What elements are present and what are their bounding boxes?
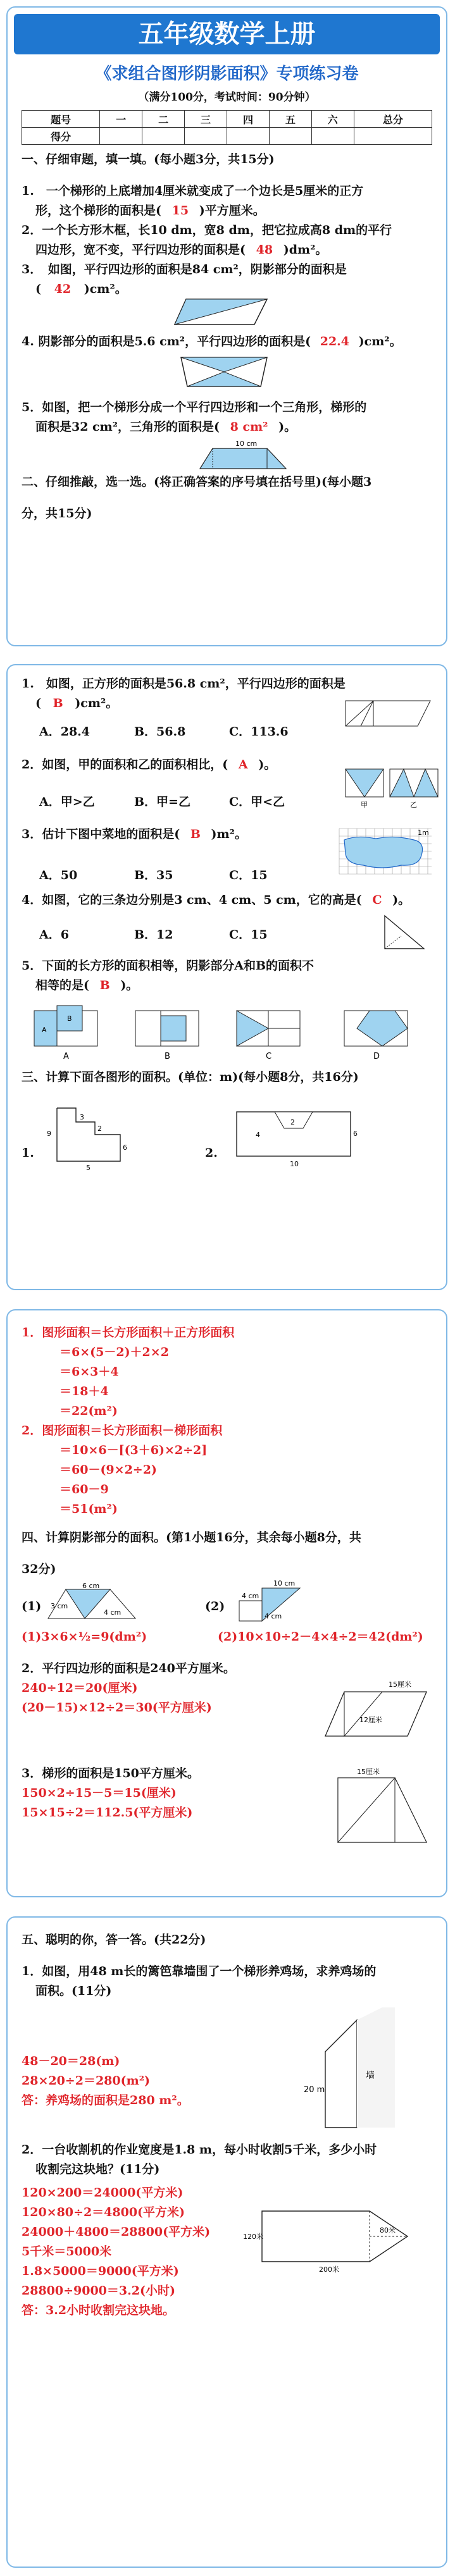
score-cell: 四 [227,111,269,128]
answer-blank: B [99,978,110,992]
question-1-2: 2．一个长方形木框，长10 dm，宽8 dm，把它拉成高8 dm的平行 [22,223,392,237]
option-d-label: D [373,1052,380,1061]
text: )cm²。 [84,282,127,296]
worksheet-page-1 [6,6,447,646]
dim-label: 2 [97,1125,102,1133]
answer-line: (2)10×10÷2－4×4÷2＝42(dm²) [218,1630,423,1644]
composite-shape-diagram-2 [230,1106,363,1169]
score-cell: 二 [142,111,185,128]
shaded-shape-diagram-2 [237,1579,319,1624]
text: )dm²。 [283,243,328,257]
answer-blank: 8 cm² [230,420,268,434]
dim-label: 10 [290,1160,299,1168]
question-1-2-answer-line [22,240,432,260]
region-b-label: B [67,1014,72,1023]
question-5-2-cont: 收割完这块地？(11分) [35,2162,160,2176]
dim-label: 6 cm [82,1583,100,1590]
choice-c[interactable]: C．15 [229,868,268,882]
chicken-farm-diagram [287,2007,420,2134]
answer-line: 28800÷9000＝3.2(小时) [22,2284,175,2298]
label-jia: 甲 [361,801,368,809]
choice-c[interactable]: C．甲<乙 [229,795,285,809]
text: 5．下面的长方形的面积相等，阴影部分A和B的面积不 [22,959,315,973]
score-cell[interactable] [269,128,311,145]
solution-line: ＝60－(9×2÷2) [59,1463,157,1477]
option-c-label: C [266,1052,272,1061]
text: 3． 如图，平行四边形的面积是84 cm²，阴影部分的面积是 [22,262,347,276]
question-5-2-answers [22,2183,210,2320]
question-1-1-answer-line [22,201,432,221]
solution-line: ＝51(m²) [59,1502,118,1516]
score-cell[interactable] [185,128,227,145]
section-1-heading: 一、仔细审题，填一填。(每小题3分，共15分) [22,152,275,166]
section-2-heading: 二、仔细推敲，选一选。(将正确答案的序号填在括号里)(每小题3 [22,475,372,489]
dim-label: 5 [86,1164,90,1172]
text: )cm²。 [75,696,118,710]
answer-line: 48－20＝28(m) [22,2054,120,2068]
text: 1. 如图，正方形的面积是56.8 cm²，平行四边形的面积是 [22,677,346,691]
answer-line: 150×2÷15－5＝15(厘米) [22,1786,177,1800]
right-triangle-diagram [382,913,427,951]
composite-shape-diagram-1 [44,1103,152,1173]
exam-meta: （满分100分，考试时间：90分钟） [138,91,316,104]
question-1-3 [22,260,432,323]
score-cell: 六 [311,111,354,128]
triangles-jia-yi-diagram [344,767,439,812]
section-2-heading-cont: 分，共15分) [22,507,92,521]
score-cell[interactable] [100,128,142,145]
trapezoid-diagram [199,440,287,470]
worksheet-page-2 [6,664,447,1290]
text: 4．如图，它的三条边分别是3 cm、4 cm、5 cm，它的高是( [22,893,362,907]
answer-line: 120×80÷2＝4800(平方米) [22,2205,185,2219]
text: )。 [278,420,297,434]
dim-label: 20 m [304,2085,325,2095]
region-a-label: A [42,1026,47,1034]
section-4-heading: 四、计算阴影部分的面积。(第1小题16分，其余每小题8分，共 [22,1531,361,1544]
score-cell: 一 [100,111,142,128]
section-4-q1-figures [22,1579,432,1649]
score-table-score-row [22,128,432,145]
score-cell: 五 [269,111,311,128]
dim-label: 15厘米 [389,1680,411,1689]
dim-label: 3 cm [51,1602,68,1610]
item-1-label: 1. [22,1146,34,1160]
vegetable-plot-grid-diagram [338,827,433,878]
dim-label: 10 cm [273,1579,296,1587]
score-cell: 总分 [354,111,432,128]
dim-label: 80米 [380,2226,396,2234]
worksheet-page-3 [6,1309,447,1897]
question-5-1-cont: 面积。(11分) [35,1984,112,1998]
question-1-4 [22,332,432,388]
text: )。 [392,893,411,907]
solution-line: ＝6×3＋4 [59,1365,119,1379]
dim-label: 4 cm [265,1612,282,1620]
choice-a[interactable]: A．6 [39,928,69,942]
trapezoid-shaded-diagram [332,1766,433,1849]
option-a-label: A [63,1052,69,1061]
question-1-1: 1. 一个梯形的上底增加4厘米就变成了一个边长是5厘米的正方 [22,184,364,198]
section-3-solutions [22,1323,432,1519]
mc-question-5-answer-line [22,976,432,995]
question-5-1: 1．如图，用48 m长的篱笆靠墙围了一个梯形养鸡场，求养鸡场的 [22,1964,377,1978]
section-5-heading: 五、聪明的你，答一答。(共22分) [22,1933,206,1947]
solution-line: 2．图形面积＝长方形面积－梯形面积 [22,1424,223,1438]
choice-b[interactable]: B．12 [134,928,173,942]
solution-line: ＝6×(5－2)＋2×2 [59,1345,169,1359]
answer-line: (1)3×6×½=9(dm²) [22,1630,147,1644]
choice-b[interactable]: B．甲=乙 [134,795,190,809]
solution-line: ＝60－9 [59,1482,109,1496]
text: 四边形，宽不变，平行四边形的面积是( [35,243,246,257]
answer-line: (20－15)×12÷2＝30(平方厘米) [22,1701,212,1715]
field-arrow-shape-diagram [243,2198,433,2274]
section-3-figures [22,1099,432,1181]
text: 2．平行四边形的面积是240平方厘米。 [22,1661,235,1675]
wall-label: 墙 [366,2071,375,2081]
text: )。 [120,978,139,992]
choice-a[interactable]: A．50 [39,868,78,882]
score-cell[interactable] [142,128,185,145]
answer-line: 24000＋4800＝28800(平方米) [22,2225,211,2239]
answer-blank: C [372,893,382,907]
dim-label: 2 [290,1118,295,1126]
solution-line: ＝10×6－[(3＋6)×2÷2] [59,1443,208,1457]
choice-a[interactable]: A．28.4 [39,725,90,739]
answer-blank: 15 [171,204,189,218]
mc-question-3 [22,825,432,891]
text: 相等的是( [35,978,89,992]
question-1-5-answer-line [22,417,432,437]
mc-question-4-line [22,891,432,910]
dim-label: 6 [123,1143,127,1152]
mc-4-choices [22,925,432,942]
text: )平方厘米。 [199,204,265,218]
section-3-heading: 三、计算下面各图形的面积。(单位：m)(每小题8分，共16分) [22,1070,359,1084]
score-cell[interactable] [311,128,354,145]
text: 2．如图，甲的面积和乙的面积相比，( [22,758,228,772]
text: 3．估计下图中菜地的面积是( [22,827,180,841]
dim-label: 120米 [243,2233,263,2241]
worksheet-subtitle: 《求组合图形阴影面积》专项练习卷 [95,65,359,83]
item-2-label: 2. [205,1146,218,1160]
question-1-5 [22,398,432,469]
solution-line: ＝18＋4 [59,1384,109,1398]
text: 5．如图，把一个梯形分成一个平行四边形和一个三角形，梯形的 [22,400,367,414]
dim-label: 200米 [319,2265,339,2274]
label-yi: 乙 [410,801,417,809]
section-4-heading-cont: 32分) [22,1562,56,1576]
parallelogram-diagram [173,298,268,326]
score-cell: 得分 [22,128,100,145]
section-4-q2 [22,1659,432,1754]
answer-blank: A [238,758,248,772]
score-cell: 题号 [22,111,100,128]
answer-blank: 48 [256,243,273,257]
answer-line: 答：3.2小时收割完这块地。 [22,2303,175,2317]
square-parallelogram-diagram [344,699,433,727]
label-1m: 1m [418,829,429,837]
mc-question-4 [22,891,432,956]
choice-b[interactable]: B．35 [134,868,173,882]
answer-blank: 42 [54,282,72,296]
answer-line: 答：养鸡场的面积是280 m²。 [22,2093,189,2107]
item-2-label: (2) [205,1599,225,1613]
mc-question-2 [22,755,432,825]
dim-label: 4 cm [104,1608,122,1617]
choice-c[interactable]: C．15 [229,928,268,942]
score-table-header-row [22,111,432,128]
solution-line: 1．图形面积＝长方形面积＋正方形面积 [22,1326,235,1340]
option-b-label: B [165,1052,170,1061]
dim-label: 3 [80,1113,84,1121]
score-cell: 三 [185,111,227,128]
answer-blank: B [53,696,63,710]
mc-question-1 [22,674,432,755]
text: 4. 阴影部分的面积是5.6 cm²，平行四边形的面积是( [22,335,311,348]
answer-line: 28×20÷2＝280(m²) [22,2074,151,2088]
item-1-label: (1) [22,1599,42,1613]
shaded-shape-diagram-1 [47,1583,142,1624]
dim-label: 4 cm [242,1592,259,1600]
question-5-2: 2．一台收割机的作业宽度是1.8 m，每小时收割5千米，多少小时 [22,2143,377,2157]
answer-line: 15×15÷2＝112.5(平方厘米) [22,1806,193,1820]
text: ( [35,696,41,710]
text: )。 [258,758,277,772]
answer-line: 120×200＝24000(平方米) [22,2186,184,2200]
score-cell[interactable] [227,128,269,145]
section-4-q3 [22,1764,432,1859]
question-5-2-body [22,2179,432,2344]
choice-b[interactable]: B．56.8 [134,725,186,739]
mc-question-5 [22,956,432,1064]
solution-line: ＝22(m²) [59,1404,118,1418]
score-cell[interactable] [354,128,432,145]
answer-line: 5千米＝5000米 [22,2245,112,2259]
shaded-triangle-diagram [180,356,268,388]
text: 面积是32 cm²，三角形的面积是( [35,420,220,434]
label-10cm: 10 cm [235,440,258,448]
question-1-4-line [22,332,432,352]
page-title: 五年级数学上册 [14,14,440,54]
worksheet-page-4 [6,1916,447,2568]
text: ( [35,282,41,296]
dim-label: 9 [47,1130,51,1138]
text: 形，这个梯形的面积是( [35,204,161,218]
answer-line: 1.8×5000＝9000(平方米) [22,2264,179,2278]
question-1-3-answer-line [22,280,432,299]
dim-label: 6 [353,1130,358,1138]
answer-blank: 22.4 [320,335,350,348]
score-table [22,110,432,145]
answer-blank: B [190,827,201,841]
dim-label: 4 [256,1131,260,1139]
equal-rectangles-options-diagram [28,1003,433,1064]
text: 3．梯形的面积是150平方厘米。 [22,1766,199,1780]
dim-label: 12厘米 [359,1716,382,1724]
parallelogram-triangle-diagram [319,1678,439,1741]
text: )m²。 [211,827,247,841]
dim-label: 15厘米 [357,1768,380,1776]
choice-c[interactable]: C．113.6 [229,725,289,739]
text: )cm²。 [358,335,402,348]
question-5-1-body [22,2001,432,2140]
choice-a[interactable]: A．甲>乙 [39,795,95,809]
question-5-1-answers [22,2052,189,2111]
answer-line: 240÷12＝20(厘米) [22,1681,138,1695]
